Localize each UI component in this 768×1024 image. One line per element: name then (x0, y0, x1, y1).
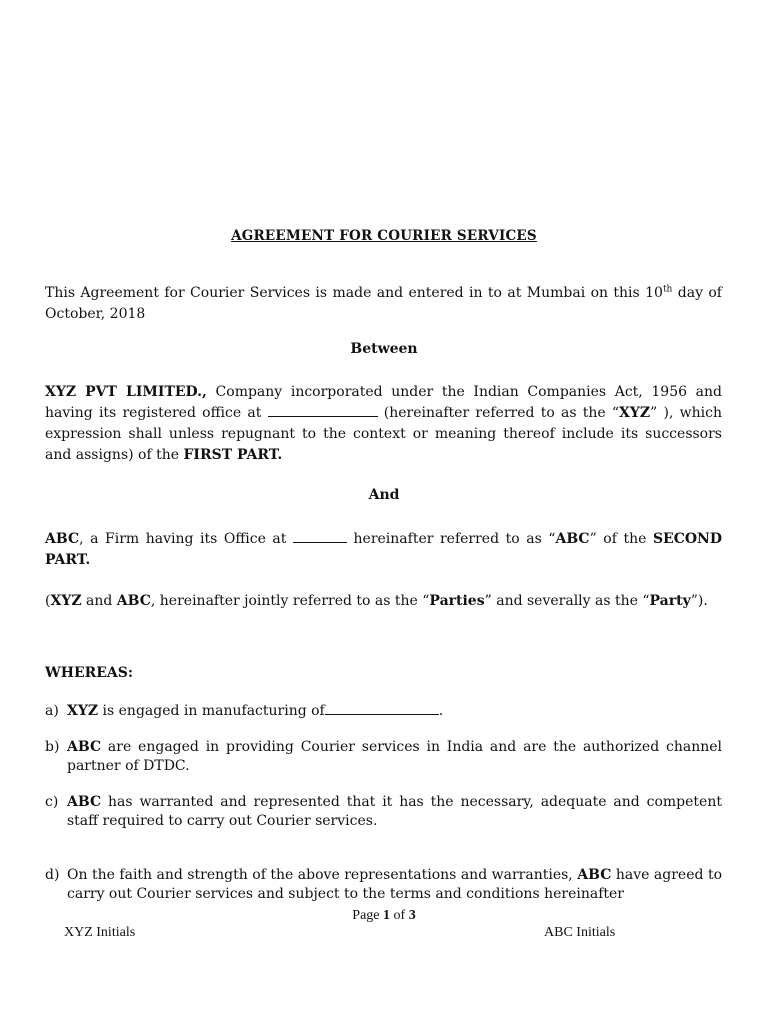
and-heading: And (368, 487, 400, 503)
xyz-initials-label: XYZ Initials (64, 925, 136, 940)
item-bold: XYZ (67, 703, 99, 719)
parties-text-1: , hereinafter jointly referred to as the “ (150, 593, 430, 609)
item-text: has warranted and represented that it has the necessary, adequate and competent staff required to carry out Courier services. (67, 794, 722, 829)
first-party-part: FIRST PART. (183, 447, 283, 463)
item-marker: a) (45, 703, 59, 719)
list-item (45, 738, 722, 776)
item-text: is engaged in manufacturing of (98, 703, 325, 719)
first-party-text-3: ” ), which expression shall unless repugnant to the context or meaning thereof include its successors and assigns) of the (45, 405, 722, 463)
page-prefix: Page (352, 908, 384, 923)
item-tail: . (438, 703, 444, 719)
item-text: have agreed to carry out Courier services and subject to the terms and conditions hereinafter (67, 867, 723, 902)
intro-paragraph (45, 283, 722, 325)
item-marker: c) (45, 794, 59, 810)
list-item (45, 866, 722, 904)
intro-text-1: This Agreement for Courier Services is made and entered in to at Mumbai on this 10 (45, 285, 663, 301)
item-text-before: On the faith and strength of the above representations and warranties, (67, 867, 578, 883)
parties-text-2: ” and severally as the “ (484, 593, 650, 609)
intro-sup: th (662, 284, 673, 295)
party-word: Party (649, 593, 691, 609)
page-number (0, 908, 768, 924)
first-party-text-2: (hereinafter referred to as the “ (377, 405, 620, 421)
item-marker: d) (45, 867, 60, 883)
first-party-paragraph (45, 382, 722, 466)
parties-open: ( (45, 593, 51, 609)
office-address-blank (268, 404, 378, 417)
abc-initials-label: ABC Initials (544, 925, 616, 940)
first-party-text-1: Company incorporated under the Indian Companies Act, 1956 and having its registered office at (45, 384, 722, 421)
second-party-part: SECOND PART. (45, 531, 722, 568)
second-party-text-3: ” of the (589, 531, 653, 547)
item-bold: ABC (577, 867, 612, 883)
second-party-text-2: hereinafter referred to as “ (346, 531, 556, 547)
parties-paragraph (45, 591, 722, 612)
parties-abc: ABC (116, 593, 151, 609)
item-bold: ABC (67, 739, 102, 755)
first-party-short: XYZ (619, 405, 651, 421)
first-party-name: XYZ PVT LIMITED., (45, 384, 207, 400)
list-item (45, 702, 722, 721)
whereas-heading: WHEREAS: (45, 665, 134, 681)
page-total: 3 (408, 908, 416, 923)
parties-and: and (81, 593, 117, 609)
abc-office-blank (293, 530, 347, 543)
document-title: AGREEMENT FOR COURIER SERVICES (231, 228, 537, 244)
item-text: are engaged in providing Courier services in India and are the authorized channel partner of DTDC. (67, 739, 722, 774)
parties-word: Parties (429, 593, 485, 609)
manufacturing-blank (325, 702, 439, 715)
parties-close: ”). (690, 593, 708, 609)
parties-xyz: XYZ (50, 593, 82, 609)
second-party-text-1: , a Firm having its Office at (79, 531, 293, 547)
page-num: 1 (383, 908, 391, 923)
item-bold: ABC (67, 794, 102, 810)
between-heading: Between (350, 341, 418, 357)
second-party-short: ABC (555, 531, 590, 547)
second-party-name: ABC (45, 531, 80, 547)
item-marker: b) (45, 739, 60, 755)
intro-text-2: day of October, 2018 (45, 285, 722, 322)
list-item (45, 793, 722, 831)
second-party-paragraph (45, 529, 722, 571)
page-of: of (390, 908, 409, 923)
